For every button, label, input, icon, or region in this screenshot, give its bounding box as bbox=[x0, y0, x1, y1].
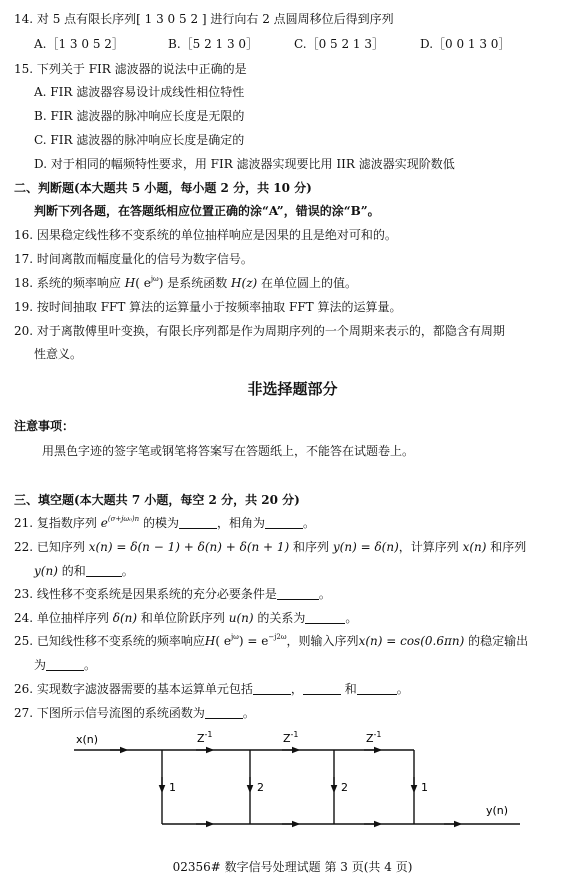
delay-2-z: Z bbox=[283, 732, 291, 745]
q18-text bbox=[14, 275, 357, 291]
signal-flow-diagram bbox=[0, 725, 585, 835]
q23-text bbox=[14, 586, 331, 602]
q25-line1 bbox=[14, 633, 528, 649]
q18-mid: 是系统函数 bbox=[163, 276, 228, 290]
q25-mid: ，则输入序列 bbox=[286, 634, 359, 648]
gain-label-0: 1 bbox=[169, 781, 176, 794]
q21-pre: 21. 复指数序列 bbox=[14, 516, 97, 530]
q24-mid2: 的关系为 bbox=[253, 611, 306, 625]
q15-option-b: B. FIR 滤波器的脉冲响应长度是无限的 bbox=[34, 109, 245, 123]
q15-option-c: C. FIR 滤波器的脉冲响应长度是确定的 bbox=[34, 133, 245, 147]
delay-2-exp: -1 bbox=[290, 730, 299, 739]
q19-text: 19. 按时间抽取 FFT 算法的运算量小于按频率抽取 FFT 算法的运算量。 bbox=[14, 300, 402, 314]
section2-instruction: 判断下列各题，在答题纸相应位置正确的涂“A”，错误的涂“B”。 bbox=[34, 204, 380, 218]
q15-text: 15. 下列关于 FIR 滤波器的说法中正确的是 bbox=[14, 62, 247, 76]
gain-label-2: 2 bbox=[341, 781, 348, 794]
q17-text: 17. 时间离散而幅度量化的信号为数字信号。 bbox=[14, 252, 253, 266]
q24-post: 。 bbox=[345, 611, 358, 625]
q21-e: e bbox=[100, 516, 108, 530]
q25-arg-open: ( e bbox=[215, 634, 231, 648]
q25-pre: 25. 已知线性移不变系统的频率响应 bbox=[14, 634, 205, 648]
q24-u: u(n) bbox=[228, 611, 254, 625]
q15-option-d: D. 对于相同的幅频特性要求，用 FIR 滤波器实现要比用 IIR 滤波器实现阶数低 bbox=[34, 157, 455, 171]
q25-rhs-sup: −j2ω bbox=[268, 633, 287, 641]
q25-post: 的稳定输出 bbox=[464, 634, 529, 648]
q22-x-def: x(n) = δ(n − 1) + δ(n) + δ(n + 1) bbox=[88, 540, 290, 554]
q24-text bbox=[14, 610, 357, 626]
gain-label-1: 2 bbox=[257, 781, 264, 794]
section2-heading: 二、判断题(本大题共 5 小题，每小题 2 分，共 10 分) bbox=[14, 181, 312, 195]
q26-pre: 26. 实现数字滤波器需要的基本运算单元包括 bbox=[14, 682, 253, 696]
q25-blank[interactable] bbox=[46, 658, 84, 671]
q14-option-a: A.［1 3 0 5 2］ bbox=[34, 37, 124, 51]
input-label: x(n) bbox=[76, 733, 99, 746]
q22-and: 和序列 bbox=[486, 540, 527, 554]
q26-blank-1[interactable] bbox=[253, 682, 291, 695]
q16-text: 16. 因果稳定线性移不变系统的单位抽样响应是因果的且是绝对可和的。 bbox=[14, 228, 397, 242]
q18-sup: jω bbox=[150, 275, 159, 283]
q26-blank-2[interactable] bbox=[303, 682, 341, 695]
q22-end: 。 bbox=[121, 564, 134, 578]
q18-paren-close: ) bbox=[158, 276, 164, 290]
q21-text bbox=[14, 515, 315, 531]
q26-post: 。 bbox=[396, 682, 409, 696]
q25-line2-pre: 为 bbox=[34, 658, 47, 672]
q27-text bbox=[14, 705, 255, 721]
q26-text bbox=[14, 681, 409, 697]
delay-label-1 bbox=[197, 730, 213, 745]
q26-blank-3[interactable] bbox=[357, 682, 397, 695]
q26-and: 和 bbox=[340, 682, 357, 696]
q23-blank[interactable] bbox=[277, 587, 319, 600]
q14-text: 14. 对 5 点有限长序列[ 1 3 0 5 2 ] 进行向右 2 点圆周移位后得到序列 bbox=[14, 12, 394, 26]
q21-mid: 的模为 bbox=[139, 516, 179, 530]
q25-line2 bbox=[34, 657, 96, 673]
delay-1-z: Z bbox=[197, 732, 205, 745]
section3-heading: 三、填空题(本大题共 7 小题，每空 2 分，共 20 分) bbox=[14, 493, 300, 507]
q22-mid2: ，计算序列 bbox=[398, 540, 459, 554]
q23-post: 。 bbox=[318, 587, 331, 601]
q14-option-b: B.［5 2 1 3 0］ bbox=[168, 37, 259, 51]
q15-option-a: A. FIR 滤波器容易设计成线性相位特性 bbox=[34, 85, 245, 99]
q22-yn: y(n) bbox=[34, 564, 58, 578]
q25-h: H bbox=[204, 634, 216, 648]
q23-pre: 23. 线性移不变系统是因果系统的充分必要条件是 bbox=[14, 587, 277, 601]
q25-arg-sup: jω bbox=[230, 633, 239, 641]
delay-label-2 bbox=[283, 730, 299, 745]
q24-blank[interactable] bbox=[305, 611, 345, 624]
q27-blank[interactable] bbox=[205, 706, 243, 719]
q25-arg-close: ) = e bbox=[238, 634, 269, 648]
q22-xn: x(n) bbox=[462, 540, 487, 554]
q20-line1: 20. 对于离散傅里叶变换，有限长序列都是作为周期序列的一个周期来表示的，都隐含有周期 bbox=[14, 324, 505, 338]
q27-post: 。 bbox=[242, 706, 255, 720]
q24-delta: δ(n) bbox=[112, 611, 138, 625]
q26-sep: ， bbox=[290, 682, 303, 696]
q21-post: 。 bbox=[303, 516, 316, 530]
delay-label-3 bbox=[366, 730, 382, 745]
q25-end: 。 bbox=[84, 658, 97, 672]
notice-text: 用黑色字迹的签字笔或钢笔将答案写在答题纸上，不能答在试题卷上。 bbox=[42, 444, 415, 458]
q22-y-def: y(n) = δ(n) bbox=[332, 540, 399, 554]
q24-pre: 24. 单位抽样序列 bbox=[14, 611, 109, 625]
q18-hz: H(z) bbox=[231, 276, 258, 290]
q24-mid: 和单位阶跃序列 bbox=[137, 611, 225, 625]
q18-h: H bbox=[124, 276, 136, 290]
page-footer: 02356# 数字信号处理试题 第 3 页(共 4 页) bbox=[172, 860, 413, 874]
q22-mid: 和序列 bbox=[289, 540, 330, 554]
q25-input: x(n) = cos(0.6πn) bbox=[358, 634, 465, 648]
q27-pre: 27. 下图所示信号流图的系统函数为 bbox=[14, 706, 205, 720]
q18-pre: 18. 系统的频率响应 bbox=[14, 276, 121, 290]
q14-option-c: C.［0 5 2 1 3］ bbox=[294, 37, 385, 51]
q20-line2: 性意义。 bbox=[34, 347, 83, 361]
q21-blank-modulus[interactable] bbox=[179, 516, 217, 529]
delay-3-exp: -1 bbox=[373, 730, 382, 739]
gain-label-3: 1 bbox=[421, 781, 428, 794]
delay-3-z: Z bbox=[366, 732, 374, 745]
q21-blank-phase[interactable] bbox=[265, 516, 303, 529]
part-title: 非选择题部分 bbox=[247, 380, 338, 398]
q21-sup: (σ+jω₀)n bbox=[107, 515, 140, 523]
q22-line2 bbox=[34, 563, 134, 579]
q22-blank[interactable] bbox=[86, 564, 122, 577]
q18-paren-open: ( e bbox=[135, 276, 151, 290]
q22-line1 bbox=[14, 539, 526, 555]
q18-post: 在单位圆上的值。 bbox=[257, 276, 358, 290]
q14-option-d: D.［0 0 1 3 0］ bbox=[420, 37, 511, 51]
q21-mid2: ，相角为 bbox=[216, 516, 265, 530]
delay-1-exp: -1 bbox=[204, 730, 213, 739]
q22-line2-post: 的和 bbox=[57, 564, 86, 578]
output-label: y(n) bbox=[486, 804, 509, 817]
notice-heading: 注意事项： bbox=[14, 419, 75, 433]
q22-pre: 22. 已知序列 bbox=[14, 540, 85, 554]
